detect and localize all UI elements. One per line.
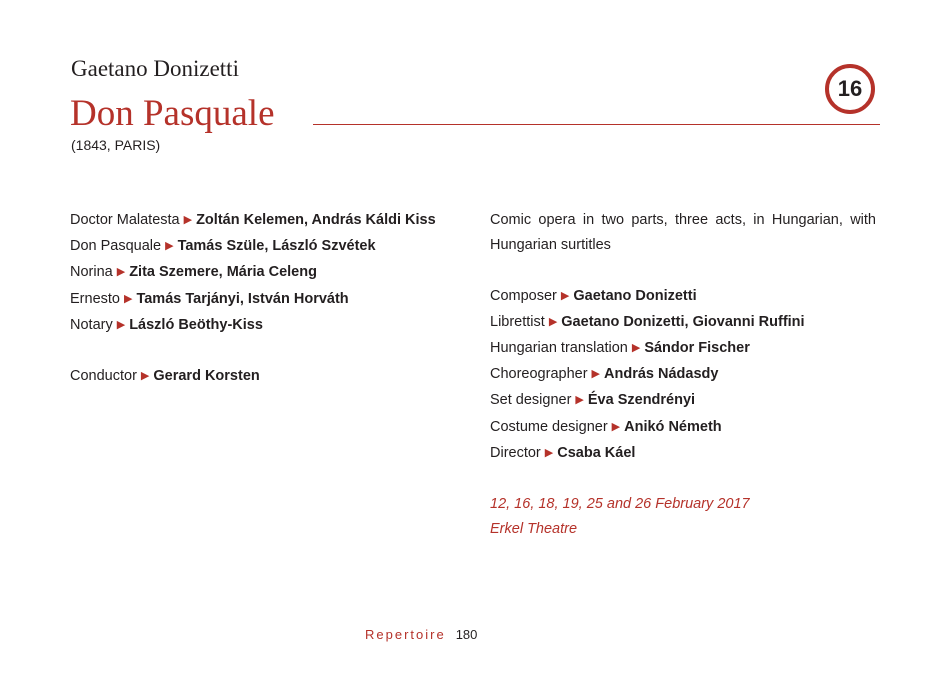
creator-names: András Nádasdy — [604, 366, 719, 383]
triangle-right-icon: ▶ — [183, 214, 193, 226]
conductor-line — [70, 364, 470, 390]
role-label: Notary — [70, 316, 113, 333]
creator-names: Anikó Németh — [624, 418, 722, 435]
performer-names: Gerard Korsten — [153, 368, 260, 385]
role-label: Don Pasquale — [70, 238, 162, 255]
performer-names: Zoltán Kelemen, András Káldi Kiss — [196, 212, 436, 228]
performance-dates: 12, 16, 18, 19, 25 and 26 February 2017 — [490, 496, 750, 513]
opera-title: Don Pasquale — [70, 93, 275, 134]
triangle-right-icon: ▶ — [116, 266, 126, 279]
age-rating-badge — [825, 64, 875, 114]
triangle-right-icon: ▶ — [575, 394, 584, 407]
spacer — [70, 339, 470, 364]
role-label: Costume designer — [490, 418, 608, 435]
composer-name: Gaetano Donizetti — [71, 56, 239, 81]
triangle-right-icon: ▶ — [165, 240, 174, 253]
performance-venue: Erkel Theatre — [490, 521, 578, 538]
cast-column — [70, 208, 470, 390]
performer-names: Tamás Tarjányi, István Horváth — [136, 290, 349, 307]
triangle-right-icon: ▶ — [548, 315, 558, 328]
creator-names: Gaetano Donizetti, Giovanni Ruffini — [561, 313, 805, 330]
triangle-right-icon: ▶ — [560, 289, 570, 302]
creator-names: Sándor Fischer — [644, 340, 750, 356]
performer-names: Zita Szemere, Mária Celeng — [129, 264, 317, 281]
cast-line — [70, 234, 470, 260]
triangle-right-icon: ▶ — [611, 420, 621, 433]
triangle-right-icon: ▶ — [544, 446, 554, 459]
triangle-right-icon: ▶ — [591, 368, 601, 381]
role-label: Composer — [490, 287, 557, 304]
role-label: Conductor — [70, 368, 137, 385]
role-label: Director — [490, 444, 541, 461]
footer-section: Repertoire — [365, 627, 446, 642]
creator-line — [490, 441, 876, 467]
triangle-right-icon: ▶ — [631, 342, 641, 354]
cast-line — [70, 260, 470, 286]
role-label: Ernesto — [70, 290, 120, 307]
opera-description: Comic opera in two parts, three acts, in Hungarian, with Hungarian surtitles — [490, 212, 876, 254]
creator-line — [490, 415, 876, 441]
spacer — [490, 467, 876, 492]
age-rating-value: 16 — [837, 76, 863, 101]
page-number: 180 — [455, 627, 478, 642]
cast-line — [70, 208, 470, 234]
creator-line — [490, 284, 876, 310]
triangle-right-icon: ▶ — [123, 292, 133, 305]
creator-line — [490, 388, 876, 414]
role-label: Norina — [70, 264, 113, 281]
cast-line — [70, 313, 470, 339]
triangle-right-icon: ▶ — [116, 318, 126, 331]
performer-names: László Beöthy-Kiss — [129, 316, 263, 333]
role-label: Librettist — [490, 313, 545, 330]
triangle-right-icon: ▶ — [140, 370, 150, 383]
spacer — [490, 258, 876, 283]
role-label: Hungarian translation — [490, 340, 628, 356]
role-label: Set designer — [490, 392, 572, 409]
production-column — [490, 208, 876, 543]
cast-line — [70, 287, 470, 313]
creator-names: Csaba Káel — [557, 444, 636, 461]
title-rule — [313, 124, 880, 125]
creator-names: Éva Szendrényi — [587, 392, 696, 409]
role-label: Choreographer — [490, 366, 588, 383]
page-footer — [365, 627, 477, 642]
creator-line — [490, 362, 876, 388]
creator-line — [490, 310, 876, 336]
creator-line — [490, 336, 876, 362]
creator-names: Gaetano Donizetti — [573, 287, 697, 304]
performer-names: Tamás Szüle, László Szvétek — [177, 238, 376, 255]
role-label: Doctor Malatesta — [70, 212, 180, 228]
year-place: (1843, PARIS) — [71, 137, 161, 153]
